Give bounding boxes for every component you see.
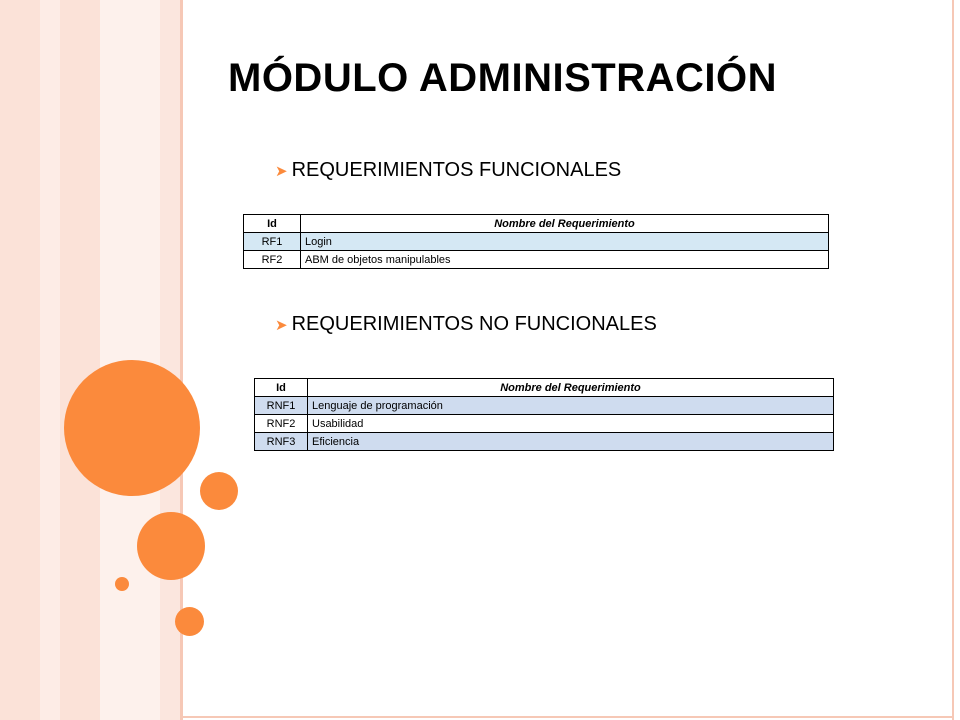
table-header-row bbox=[244, 215, 829, 233]
column-header-id: Id bbox=[244, 215, 301, 233]
decor-right-line bbox=[952, 0, 954, 720]
requirement-id: RNF1 bbox=[255, 397, 308, 415]
decor-stripe bbox=[60, 0, 100, 720]
decor-circle-large bbox=[64, 360, 200, 496]
functional-heading: REQUERIMIENTOS FUNCIONALES bbox=[291, 159, 622, 181]
nonfunctional-requirements-table bbox=[254, 378, 834, 451]
requirement-name: Lenguaje de programación bbox=[308, 397, 834, 415]
requirement-id: RNF2 bbox=[255, 415, 308, 433]
table-header-row bbox=[255, 379, 834, 397]
column-header-id: Id bbox=[255, 379, 308, 397]
table-row bbox=[255, 397, 834, 415]
requirement-id: RF2 bbox=[244, 251, 301, 269]
requirement-name: ABM de objetos manipulables bbox=[301, 251, 829, 269]
decor-circle-small bbox=[200, 472, 238, 510]
table-row bbox=[244, 251, 829, 269]
decor-circle-small bbox=[175, 607, 204, 636]
table-row bbox=[244, 233, 829, 251]
table-row bbox=[255, 433, 834, 451]
requirement-name: Eficiencia bbox=[308, 433, 834, 451]
decor-circle-tiny bbox=[115, 577, 129, 591]
arrow-right-icon: ➤ bbox=[275, 162, 288, 180]
table-row bbox=[255, 415, 834, 433]
bullet-functional bbox=[275, 159, 621, 182]
requirement-name: Usabilidad bbox=[308, 415, 834, 433]
slide-title: MÓDULO ADMINISTRACIÓN bbox=[228, 56, 777, 100]
decor-stripe bbox=[40, 0, 60, 720]
nonfunctional-heading: REQUERIMIENTOS NO FUNCIONALES bbox=[291, 313, 657, 335]
requirement-id: RNF3 bbox=[255, 433, 308, 451]
decor-circle-medium bbox=[137, 512, 205, 580]
bullet-nonfunctional bbox=[275, 313, 657, 336]
requirement-id: RF1 bbox=[244, 233, 301, 251]
column-header-name: Nombre del Requerimiento bbox=[301, 215, 829, 233]
functional-requirements-table bbox=[243, 214, 829, 269]
column-header-name: Nombre del Requerimiento bbox=[308, 379, 834, 397]
decor-bottom-line bbox=[183, 716, 954, 718]
arrow-right-icon: ➤ bbox=[275, 316, 288, 334]
decor-stripe bbox=[0, 0, 40, 720]
requirement-name: Login bbox=[301, 233, 829, 251]
